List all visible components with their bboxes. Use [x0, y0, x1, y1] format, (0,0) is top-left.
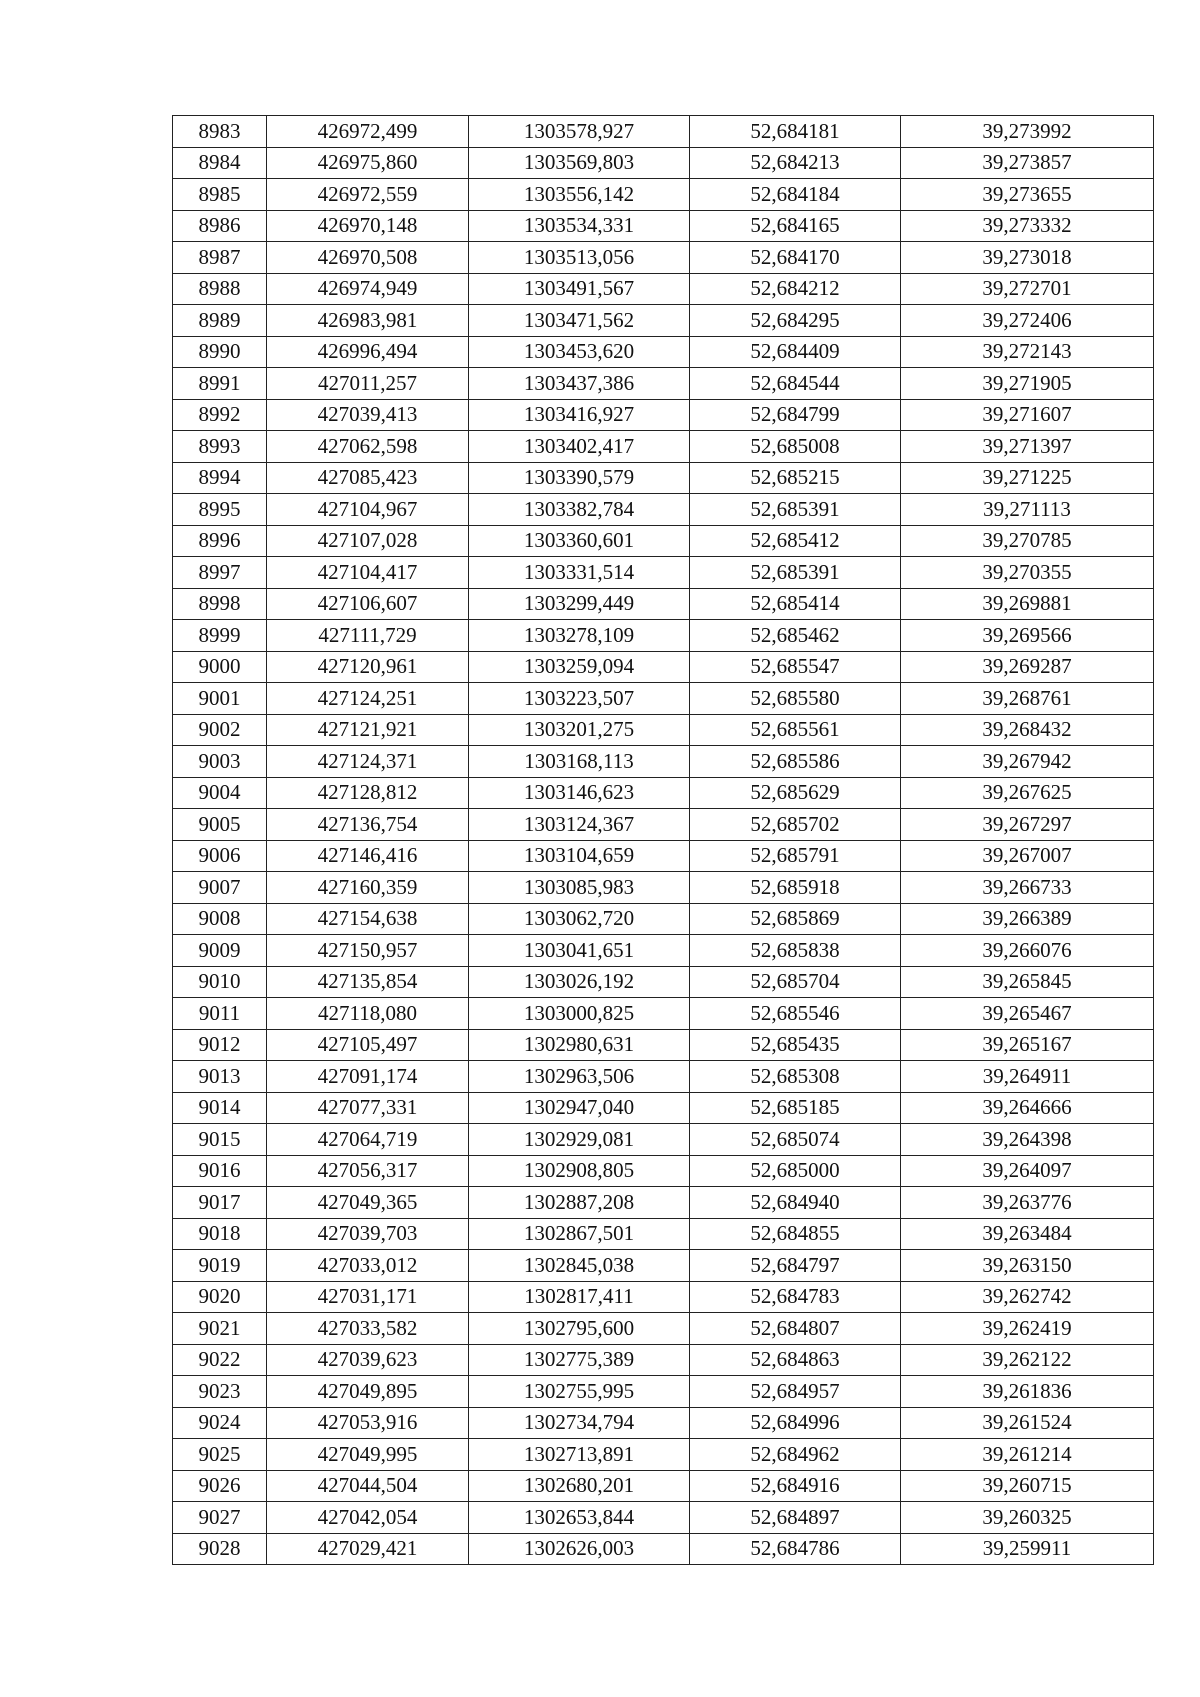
- y-coordinate-cell: 1303402,417: [469, 431, 690, 463]
- x-coordinate-cell: 427104,967: [267, 494, 469, 526]
- y-coordinate-cell: 1302713,891: [469, 1439, 690, 1471]
- longitude-cell: 39,261524: [901, 1407, 1154, 1439]
- latitude-cell: 52,685435: [690, 1029, 901, 1061]
- x-coordinate-cell: 427106,607: [267, 588, 469, 620]
- table-row: [173, 903, 1154, 935]
- point-number-cell: 9004: [173, 777, 267, 809]
- x-coordinate-cell: 427033,582: [267, 1313, 469, 1345]
- longitude-cell: 39,266389: [901, 903, 1154, 935]
- x-coordinate-cell: 427044,504: [267, 1470, 469, 1502]
- x-coordinate-cell: 426972,559: [267, 179, 469, 211]
- longitude-cell: 39,261836: [901, 1376, 1154, 1408]
- point-number-cell: 8984: [173, 147, 267, 179]
- longitude-cell: 39,264097: [901, 1155, 1154, 1187]
- x-coordinate-cell: 426970,148: [267, 210, 469, 242]
- point-number-cell: 8990: [173, 336, 267, 368]
- longitude-cell: 39,261214: [901, 1439, 1154, 1471]
- point-number-cell: 8993: [173, 431, 267, 463]
- point-number-cell: 9005: [173, 809, 267, 841]
- longitude-cell: 39,271225: [901, 462, 1154, 494]
- table-row: [173, 1029, 1154, 1061]
- table-row: [173, 777, 1154, 809]
- latitude-cell: 52,685546: [690, 998, 901, 1030]
- x-coordinate-cell: 427033,012: [267, 1250, 469, 1282]
- point-number-cell: 9002: [173, 714, 267, 746]
- longitude-cell: 39,271607: [901, 399, 1154, 431]
- latitude-cell: 52,684855: [690, 1218, 901, 1250]
- x-coordinate-cell: 427124,371: [267, 746, 469, 778]
- latitude-cell: 52,684962: [690, 1439, 901, 1471]
- longitude-cell: 39,273332: [901, 210, 1154, 242]
- y-coordinate-cell: 1302795,600: [469, 1313, 690, 1345]
- latitude-cell: 52,685462: [690, 620, 901, 652]
- latitude-cell: 52,684184: [690, 179, 901, 211]
- x-coordinate-cell: 427039,623: [267, 1344, 469, 1376]
- y-coordinate-cell: 1303278,109: [469, 620, 690, 652]
- y-coordinate-cell: 1303026,192: [469, 966, 690, 998]
- longitude-cell: 39,269881: [901, 588, 1154, 620]
- x-coordinate-cell: 427077,331: [267, 1092, 469, 1124]
- x-coordinate-cell: 427150,957: [267, 935, 469, 967]
- latitude-cell: 52,684799: [690, 399, 901, 431]
- y-coordinate-cell: 1302755,995: [469, 1376, 690, 1408]
- table-row: [173, 1061, 1154, 1093]
- y-coordinate-cell: 1302947,040: [469, 1092, 690, 1124]
- table-row: [173, 368, 1154, 400]
- longitude-cell: 39,269566: [901, 620, 1154, 652]
- y-coordinate-cell: 1303534,331: [469, 210, 690, 242]
- longitude-cell: 39,269287: [901, 651, 1154, 683]
- y-coordinate-cell: 1303299,449: [469, 588, 690, 620]
- point-number-cell: 9024: [173, 1407, 267, 1439]
- x-coordinate-cell: 427124,251: [267, 683, 469, 715]
- latitude-cell: 52,685561: [690, 714, 901, 746]
- latitude-cell: 52,684940: [690, 1187, 901, 1219]
- point-number-cell: 9003: [173, 746, 267, 778]
- table-row: [173, 1250, 1154, 1282]
- y-coordinate-cell: 1303259,094: [469, 651, 690, 683]
- point-number-cell: 9012: [173, 1029, 267, 1061]
- point-number-cell: 9013: [173, 1061, 267, 1093]
- longitude-cell: 39,264911: [901, 1061, 1154, 1093]
- latitude-cell: 52,684957: [690, 1376, 901, 1408]
- y-coordinate-cell: 1303578,927: [469, 116, 690, 148]
- longitude-cell: 39,268432: [901, 714, 1154, 746]
- x-coordinate-cell: 427049,995: [267, 1439, 469, 1471]
- x-coordinate-cell: 426974,949: [267, 273, 469, 305]
- latitude-cell: 52,685629: [690, 777, 901, 809]
- x-coordinate-cell: 427128,812: [267, 777, 469, 809]
- table-row: [173, 620, 1154, 652]
- point-number-cell: 8987: [173, 242, 267, 274]
- y-coordinate-cell: 1303146,623: [469, 777, 690, 809]
- y-coordinate-cell: 1302963,506: [469, 1061, 690, 1093]
- y-coordinate-cell: 1302980,631: [469, 1029, 690, 1061]
- latitude-cell: 52,684786: [690, 1533, 901, 1565]
- latitude-cell: 52,685391: [690, 557, 901, 589]
- longitude-cell: 39,271113: [901, 494, 1154, 526]
- latitude-cell: 52,685838: [690, 935, 901, 967]
- longitude-cell: 39,266733: [901, 872, 1154, 904]
- longitude-cell: 39,268761: [901, 683, 1154, 715]
- x-coordinate-cell: 427064,719: [267, 1124, 469, 1156]
- table-row: [173, 179, 1154, 211]
- y-coordinate-cell: 1303223,507: [469, 683, 690, 715]
- table-row: [173, 809, 1154, 841]
- table-row: [173, 1533, 1154, 1565]
- x-coordinate-cell: 427062,598: [267, 431, 469, 463]
- table-row: [173, 1313, 1154, 1345]
- longitude-cell: 39,272701: [901, 273, 1154, 305]
- x-coordinate-cell: 427105,497: [267, 1029, 469, 1061]
- point-number-cell: 9010: [173, 966, 267, 998]
- table-row: [173, 1344, 1154, 1376]
- longitude-cell: 39,264666: [901, 1092, 1154, 1124]
- latitude-cell: 52,684797: [690, 1250, 901, 1282]
- point-number-cell: 8996: [173, 525, 267, 557]
- table-row: [173, 872, 1154, 904]
- point-number-cell: 9015: [173, 1124, 267, 1156]
- x-coordinate-cell: 427118,080: [267, 998, 469, 1030]
- y-coordinate-cell: 1302775,389: [469, 1344, 690, 1376]
- table-row: [173, 1124, 1154, 1156]
- x-coordinate-cell: 427031,171: [267, 1281, 469, 1313]
- x-coordinate-cell: 427146,416: [267, 840, 469, 872]
- latitude-cell: 52,684916: [690, 1470, 901, 1502]
- table-row: [173, 1439, 1154, 1471]
- x-coordinate-cell: 427160,359: [267, 872, 469, 904]
- y-coordinate-cell: 1302908,805: [469, 1155, 690, 1187]
- x-coordinate-cell: 427039,413: [267, 399, 469, 431]
- latitude-cell: 52,685547: [690, 651, 901, 683]
- x-coordinate-cell: 427049,895: [267, 1376, 469, 1408]
- x-coordinate-cell: 427111,729: [267, 620, 469, 652]
- longitude-cell: 39,273655: [901, 179, 1154, 211]
- point-number-cell: 9020: [173, 1281, 267, 1313]
- y-coordinate-cell: 1303124,367: [469, 809, 690, 841]
- longitude-cell: 39,265167: [901, 1029, 1154, 1061]
- table-row: [173, 557, 1154, 589]
- latitude-cell: 52,684544: [690, 368, 901, 400]
- longitude-cell: 39,266076: [901, 935, 1154, 967]
- coordinates-table: [172, 115, 1154, 1565]
- latitude-cell: 52,685074: [690, 1124, 901, 1156]
- longitude-cell: 39,273857: [901, 147, 1154, 179]
- table-row: [173, 242, 1154, 274]
- point-number-cell: 9016: [173, 1155, 267, 1187]
- y-coordinate-cell: 1303041,651: [469, 935, 690, 967]
- x-coordinate-cell: 427107,028: [267, 525, 469, 557]
- point-number-cell: 9018: [173, 1218, 267, 1250]
- point-number-cell: 9000: [173, 651, 267, 683]
- latitude-cell: 52,684165: [690, 210, 901, 242]
- latitude-cell: 52,684863: [690, 1344, 901, 1376]
- latitude-cell: 52,684170: [690, 242, 901, 274]
- table-row: [173, 966, 1154, 998]
- y-coordinate-cell: 1303513,056: [469, 242, 690, 274]
- point-number-cell: 8994: [173, 462, 267, 494]
- y-coordinate-cell: 1303201,275: [469, 714, 690, 746]
- table-row: [173, 305, 1154, 337]
- latitude-cell: 52,685308: [690, 1061, 901, 1093]
- point-number-cell: 9006: [173, 840, 267, 872]
- table-row: [173, 840, 1154, 872]
- y-coordinate-cell: 1302929,081: [469, 1124, 690, 1156]
- x-coordinate-cell: 427053,916: [267, 1407, 469, 1439]
- x-coordinate-cell: 426975,860: [267, 147, 469, 179]
- y-coordinate-cell: 1302845,038: [469, 1250, 690, 1282]
- table-row: [173, 494, 1154, 526]
- longitude-cell: 39,262742: [901, 1281, 1154, 1313]
- table-row: [173, 399, 1154, 431]
- table-row: [173, 998, 1154, 1030]
- point-number-cell: 9009: [173, 935, 267, 967]
- y-coordinate-cell: 1303331,514: [469, 557, 690, 589]
- point-number-cell: 9014: [173, 1092, 267, 1124]
- longitude-cell: 39,272143: [901, 336, 1154, 368]
- latitude-cell: 52,685791: [690, 840, 901, 872]
- latitude-cell: 52,684897: [690, 1502, 901, 1534]
- y-coordinate-cell: 1303168,113: [469, 746, 690, 778]
- latitude-cell: 52,684295: [690, 305, 901, 337]
- coordinates-table-body: [173, 116, 1154, 1565]
- latitude-cell: 52,684181: [690, 116, 901, 148]
- point-number-cell: 9023: [173, 1376, 267, 1408]
- point-number-cell: 8988: [173, 273, 267, 305]
- x-coordinate-cell: 427154,638: [267, 903, 469, 935]
- y-coordinate-cell: 1303569,803: [469, 147, 690, 179]
- point-number-cell: 9021: [173, 1313, 267, 1345]
- x-coordinate-cell: 427056,317: [267, 1155, 469, 1187]
- x-coordinate-cell: 427039,703: [267, 1218, 469, 1250]
- latitude-cell: 52,684807: [690, 1313, 901, 1345]
- x-coordinate-cell: 426983,981: [267, 305, 469, 337]
- point-number-cell: 8998: [173, 588, 267, 620]
- latitude-cell: 52,685000: [690, 1155, 901, 1187]
- y-coordinate-cell: 1303000,825: [469, 998, 690, 1030]
- table-row: [173, 1376, 1154, 1408]
- latitude-cell: 52,685412: [690, 525, 901, 557]
- x-coordinate-cell: 426970,508: [267, 242, 469, 274]
- latitude-cell: 52,685918: [690, 872, 901, 904]
- table-row: [173, 1470, 1154, 1502]
- longitude-cell: 39,272406: [901, 305, 1154, 337]
- latitude-cell: 52,684783: [690, 1281, 901, 1313]
- table-row: [173, 1155, 1154, 1187]
- x-coordinate-cell: 427120,961: [267, 651, 469, 683]
- point-number-cell: 9008: [173, 903, 267, 935]
- x-coordinate-cell: 427136,754: [267, 809, 469, 841]
- table-row: [173, 1187, 1154, 1219]
- longitude-cell: 39,260325: [901, 1502, 1154, 1534]
- y-coordinate-cell: 1303491,567: [469, 273, 690, 305]
- latitude-cell: 52,685702: [690, 809, 901, 841]
- point-number-cell: 8985: [173, 179, 267, 211]
- longitude-cell: 39,260715: [901, 1470, 1154, 1502]
- y-coordinate-cell: 1302867,501: [469, 1218, 690, 1250]
- x-coordinate-cell: 427135,854: [267, 966, 469, 998]
- y-coordinate-cell: 1303556,142: [469, 179, 690, 211]
- latitude-cell: 52,684409: [690, 336, 901, 368]
- point-number-cell: 9011: [173, 998, 267, 1030]
- y-coordinate-cell: 1303437,386: [469, 368, 690, 400]
- y-coordinate-cell: 1303085,983: [469, 872, 690, 904]
- point-number-cell: 9025: [173, 1439, 267, 1471]
- longitude-cell: 39,267007: [901, 840, 1154, 872]
- longitude-cell: 39,273992: [901, 116, 1154, 148]
- table-row: [173, 116, 1154, 148]
- x-coordinate-cell: 427042,054: [267, 1502, 469, 1534]
- x-coordinate-cell: 426972,499: [267, 116, 469, 148]
- longitude-cell: 39,259911: [901, 1533, 1154, 1565]
- table-row: [173, 588, 1154, 620]
- table-row: [173, 746, 1154, 778]
- table-row: [173, 1092, 1154, 1124]
- table-row: [173, 336, 1154, 368]
- table-row: [173, 1281, 1154, 1313]
- point-number-cell: 8991: [173, 368, 267, 400]
- point-number-cell: 8999: [173, 620, 267, 652]
- x-coordinate-cell: 427029,421: [267, 1533, 469, 1565]
- point-number-cell: 9027: [173, 1502, 267, 1534]
- y-coordinate-cell: 1302680,201: [469, 1470, 690, 1502]
- point-number-cell: 8995: [173, 494, 267, 526]
- point-number-cell: 8989: [173, 305, 267, 337]
- latitude-cell: 52,685391: [690, 494, 901, 526]
- longitude-cell: 39,262122: [901, 1344, 1154, 1376]
- x-coordinate-cell: 427085,423: [267, 462, 469, 494]
- point-number-cell: 8986: [173, 210, 267, 242]
- y-coordinate-cell: 1302626,003: [469, 1533, 690, 1565]
- latitude-cell: 52,684213: [690, 147, 901, 179]
- longitude-cell: 39,267942: [901, 746, 1154, 778]
- longitude-cell: 39,263150: [901, 1250, 1154, 1282]
- latitude-cell: 52,685008: [690, 431, 901, 463]
- point-number-cell: 8992: [173, 399, 267, 431]
- point-number-cell: 9007: [173, 872, 267, 904]
- point-number-cell: 9022: [173, 1344, 267, 1376]
- x-coordinate-cell: 426996,494: [267, 336, 469, 368]
- table-row: [173, 462, 1154, 494]
- point-number-cell: 9019: [173, 1250, 267, 1282]
- table-row: [173, 714, 1154, 746]
- longitude-cell: 39,271397: [901, 431, 1154, 463]
- latitude-cell: 52,685586: [690, 746, 901, 778]
- latitude-cell: 52,684212: [690, 273, 901, 305]
- longitude-cell: 39,264398: [901, 1124, 1154, 1156]
- point-number-cell: 9017: [173, 1187, 267, 1219]
- point-number-cell: 9028: [173, 1533, 267, 1565]
- longitude-cell: 39,265845: [901, 966, 1154, 998]
- table-row: [173, 935, 1154, 967]
- y-coordinate-cell: 1302653,844: [469, 1502, 690, 1534]
- y-coordinate-cell: 1303453,620: [469, 336, 690, 368]
- x-coordinate-cell: 427011,257: [267, 368, 469, 400]
- table-row: [173, 651, 1154, 683]
- y-coordinate-cell: 1303416,927: [469, 399, 690, 431]
- point-number-cell: 9001: [173, 683, 267, 715]
- table-row: [173, 273, 1154, 305]
- x-coordinate-cell: 427104,417: [267, 557, 469, 589]
- x-coordinate-cell: 427049,365: [267, 1187, 469, 1219]
- longitude-cell: 39,273018: [901, 242, 1154, 274]
- y-coordinate-cell: 1302734,794: [469, 1407, 690, 1439]
- latitude-cell: 52,685580: [690, 683, 901, 715]
- y-coordinate-cell: 1303390,579: [469, 462, 690, 494]
- table-row: [173, 1218, 1154, 1250]
- latitude-cell: 52,685704: [690, 966, 901, 998]
- table-row: [173, 1407, 1154, 1439]
- latitude-cell: 52,685215: [690, 462, 901, 494]
- x-coordinate-cell: 427121,921: [267, 714, 469, 746]
- longitude-cell: 39,263776: [901, 1187, 1154, 1219]
- table-row: [173, 1502, 1154, 1534]
- longitude-cell: 39,263484: [901, 1218, 1154, 1250]
- table-row: [173, 525, 1154, 557]
- y-coordinate-cell: 1303471,562: [469, 305, 690, 337]
- table-row: [173, 683, 1154, 715]
- point-number-cell: 8983: [173, 116, 267, 148]
- longitude-cell: 39,267297: [901, 809, 1154, 841]
- table-row: [173, 210, 1154, 242]
- point-number-cell: 8997: [173, 557, 267, 589]
- y-coordinate-cell: 1303062,720: [469, 903, 690, 935]
- longitude-cell: 39,270785: [901, 525, 1154, 557]
- longitude-cell: 39,262419: [901, 1313, 1154, 1345]
- latitude-cell: 52,685185: [690, 1092, 901, 1124]
- y-coordinate-cell: 1302887,208: [469, 1187, 690, 1219]
- y-coordinate-cell: 1303382,784: [469, 494, 690, 526]
- table-row: [173, 431, 1154, 463]
- x-coordinate-cell: 427091,174: [267, 1061, 469, 1093]
- latitude-cell: 52,685414: [690, 588, 901, 620]
- point-number-cell: 9026: [173, 1470, 267, 1502]
- table-row: [173, 147, 1154, 179]
- longitude-cell: 39,265467: [901, 998, 1154, 1030]
- longitude-cell: 39,267625: [901, 777, 1154, 809]
- latitude-cell: 52,685869: [690, 903, 901, 935]
- longitude-cell: 39,270355: [901, 557, 1154, 589]
- y-coordinate-cell: 1303104,659: [469, 840, 690, 872]
- y-coordinate-cell: 1303360,601: [469, 525, 690, 557]
- y-coordinate-cell: 1302817,411: [469, 1281, 690, 1313]
- latitude-cell: 52,684996: [690, 1407, 901, 1439]
- longitude-cell: 39,271905: [901, 368, 1154, 400]
